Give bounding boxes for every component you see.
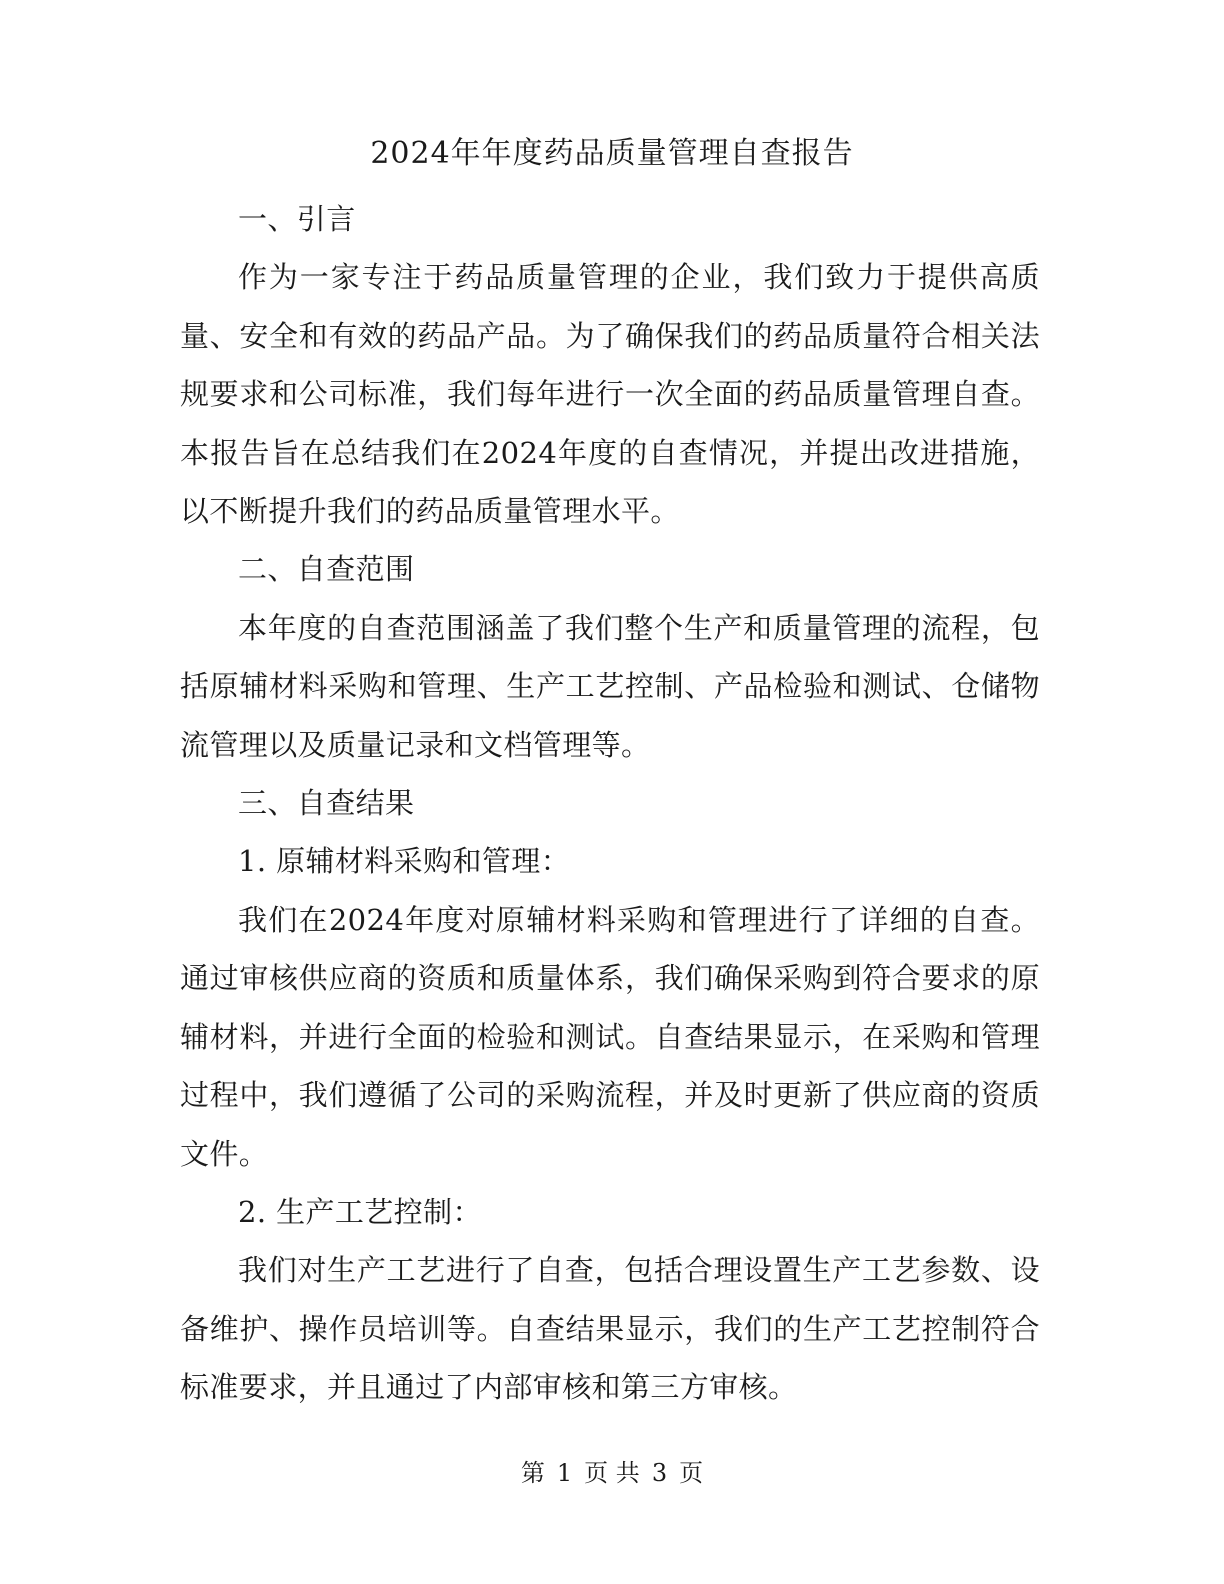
item-heading-process: 2. 生产工艺控制：: [238, 1194, 482, 1229]
materials-paragraph: 我们在2024年度对原辅材料采购和管理进行了详细的自查。通过审核供应商的资质和质量体系，我们确保采购到符合要求的原辅材料，并进行全面的检验和测试。自查结果显示，在采购和管理过程中，我们遵循了公司的采购流程，并及时更新了供应商的资质文件。: [180, 902, 1040, 1171]
section-heading-scope: 二、自查范围: [238, 552, 415, 587]
footer-prefix: 第: [520, 1459, 545, 1487]
section-heading-intro: 一、引言: [238, 202, 356, 236]
page-footer: [0, 1456, 1224, 1490]
scope-paragraph: 本年度的自查范围涵盖了我们整个生产和质量管理的流程，包括原辅材料采购和管理、生产工艺控制、产品检验和测试、仓储物流管理以及质量记录和文档管理等。: [180, 610, 1040, 762]
section-heading-results: 三、自查结果: [238, 786, 415, 821]
footer-middle: 页 共: [584, 1459, 640, 1487]
intro-paragraph: 作为一家专注于药品质量管理的企业，我们致力于提供高质量、安全和有效的药品产品。为了确保我们的药品质量符合相关法规要求和公司标准，我们每年进行一次全面的药品质量管理自查。本报告旨在总结我们在2024年度的自查情况，并提出改进措施，以不断提升我们的药品质量管理水平。: [180, 260, 1040, 529]
footer-page-number: 1: [556, 1459, 573, 1487]
process-paragraph: 我们对生产工艺进行了自查，包括合理设置生产工艺参数、设备维护、操作员培训等。自查结果显示，我们的生产工艺控制符合标准要求，并且通过了内部审核和第三方审核。: [180, 1253, 1040, 1405]
document-body: [180, 190, 1040, 1417]
document-title: 2024年年度药品质量管理自查报告: [370, 136, 854, 171]
footer-suffix: 页: [679, 1459, 704, 1487]
footer-total-pages: 3: [651, 1459, 668, 1487]
item-heading-materials: 1. 原辅材料采购和管理：: [238, 844, 571, 879]
